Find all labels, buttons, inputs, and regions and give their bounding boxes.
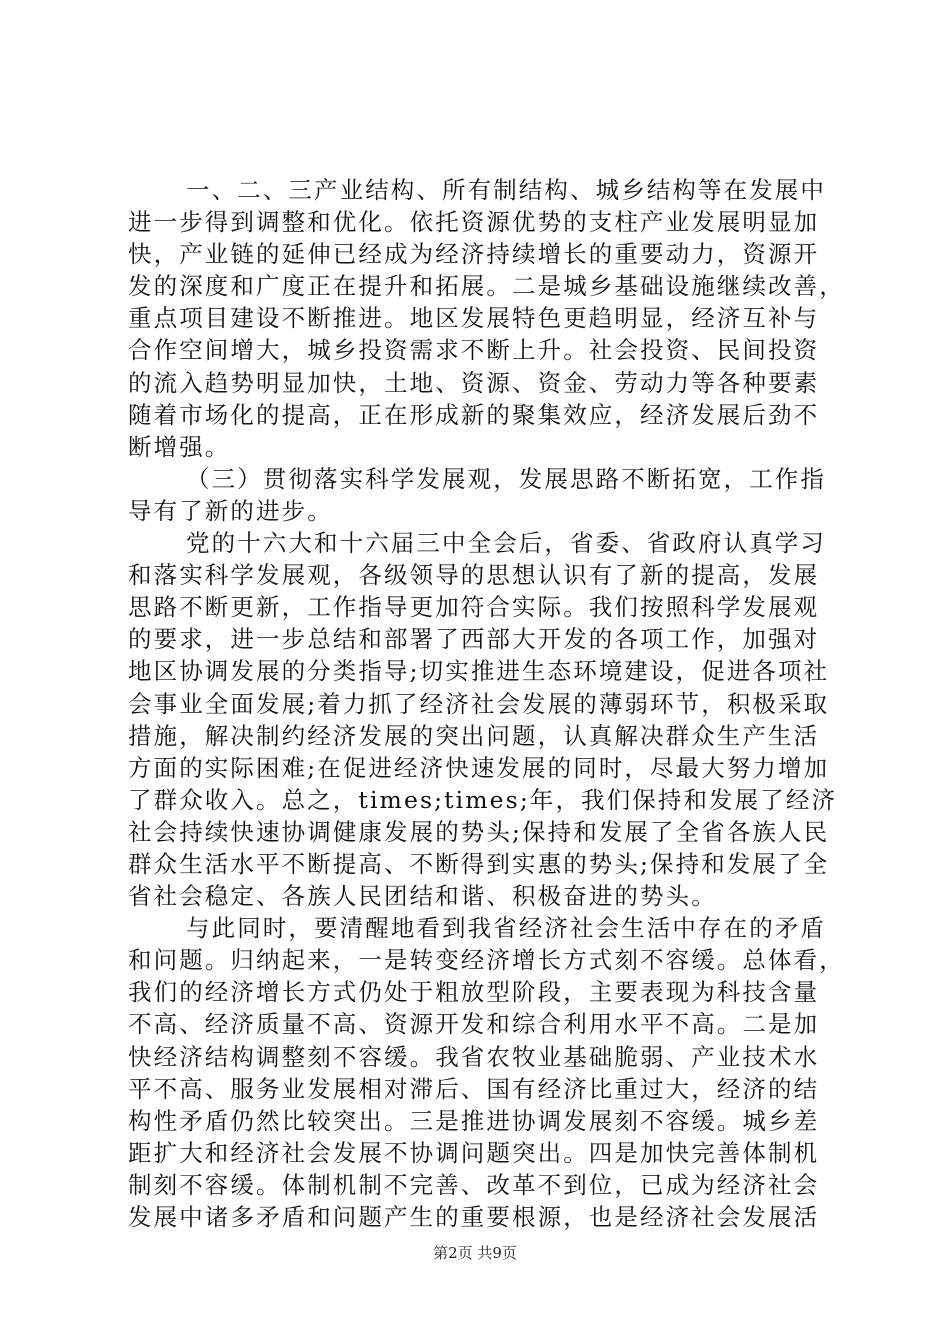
text-line: 地区协调发展的分类指导;切实推进生态环境建设，促进各项社 — [128, 657, 830, 686]
section-heading: 导有了新的进步。 — [128, 496, 333, 525]
text-line: 进一步得到调整和优化。依托资源优势的支柱产业发展明显加 — [128, 208, 820, 237]
text-line: 平不高、服务业发展相对滞后、国有经济比重过大，经济的结 — [128, 1074, 820, 1103]
text-line: 会事业全面发展;着力抓了经济社会发展的薄弱环节，积极采取 — [128, 689, 830, 718]
text-line: 断增强。 — [128, 432, 231, 461]
text-line: 重点项目建设不断推进。地区发展特色更趋明显，经济互补与 — [128, 304, 820, 333]
text-line: 与此同时，要清醒地看到我省经济社会生活中存在的矛盾 — [186, 914, 826, 943]
text-line: 思路不断更新，工作指导更加符合实际。我们按照科学发展观 — [128, 593, 820, 622]
section-heading: （三）贯彻落实科学发展观，发展思路不断拓宽，工作指 — [186, 464, 826, 493]
text-line: 的流入趋势明显加快，土地、资源、资金、劳动力等各种要素 — [128, 368, 820, 397]
page-number-footer: 第2页 共9页 — [433, 1244, 517, 1262]
text-line: 不高、经济质量不高、资源开发和综合利用水平不高。二是加 — [128, 1010, 820, 1039]
text-line: 和问题。归纳起来，一是转变经济增长方式刻不容缓。总体看， — [128, 946, 845, 975]
text-line: 快经济结构调整刻不容缓。我省农牧业基础脆弱、产业技术水 — [128, 1042, 820, 1071]
text-line: 了群众收入。总之，times;times;年，我们保持和发展了经济 — [128, 785, 838, 814]
text-line: 随着市场化的提高，正在形成新的聚集效应，经济发展后劲不 — [128, 400, 820, 429]
text-line: 的要求，进一步总结和部署了西部大开发的各项工作，加强对 — [128, 625, 820, 654]
text-line: 群众生活水平不断提高、不断得到实惠的势头;保持和发展了全 — [128, 849, 830, 878]
text-line: 发的深度和广度正在提升和拓展。二是城乡基础设施继续改善， — [128, 272, 845, 301]
body-text — [128, 174, 845, 1233]
text-line: 构性矛盾仍然比较突出。三是推进协调发展刻不容缓。城乡差 — [128, 1106, 820, 1135]
text-line: 社会持续快速协调健康发展的势头;保持和发展了全省各族人民 — [128, 817, 830, 846]
text-line: 距扩大和经济社会发展不协调问题突出。四是加快完善体制机 — [128, 1138, 820, 1167]
text-line: 合作空间增大，城乡投资需求不断上升。社会投资、民间投资 — [128, 336, 820, 365]
text-line: 我们的经济增长方式仍处于粗放型阶段，主要表现为科技含量 — [128, 978, 820, 1007]
text-line: 党的十六大和十六届三中全会后，省委、省政府认真学习 — [186, 529, 826, 558]
text-line: 和落实科学发展观，各级领导的思想认识有了新的提高，发展 — [128, 561, 820, 590]
text-line: 方面的实际困难;在促进经济快速发展的同时，尽最大努力增加 — [128, 753, 830, 782]
text-line: 一、二、三产业结构、所有制结构、城乡结构等在发展中 — [186, 176, 826, 204]
text-line: 制刻不容缓。体制机制不完善、改革不到位，已成为经济社会 — [128, 1170, 820, 1199]
text-line: 发展中诸多矛盾和问题产生的重要根源，也是经济社会发展活 — [128, 1203, 820, 1231]
text-line: 省社会稳定、各族人民团结和谐、积极奋进的势头。 — [128, 882, 717, 911]
text-line: 快，产业链的延伸已经成为经济持续增长的重要动力，资源开 — [128, 240, 820, 269]
text-line: 措施，解决制约经济发展的突出问题，认真解决群众生产生活 — [128, 721, 820, 750]
